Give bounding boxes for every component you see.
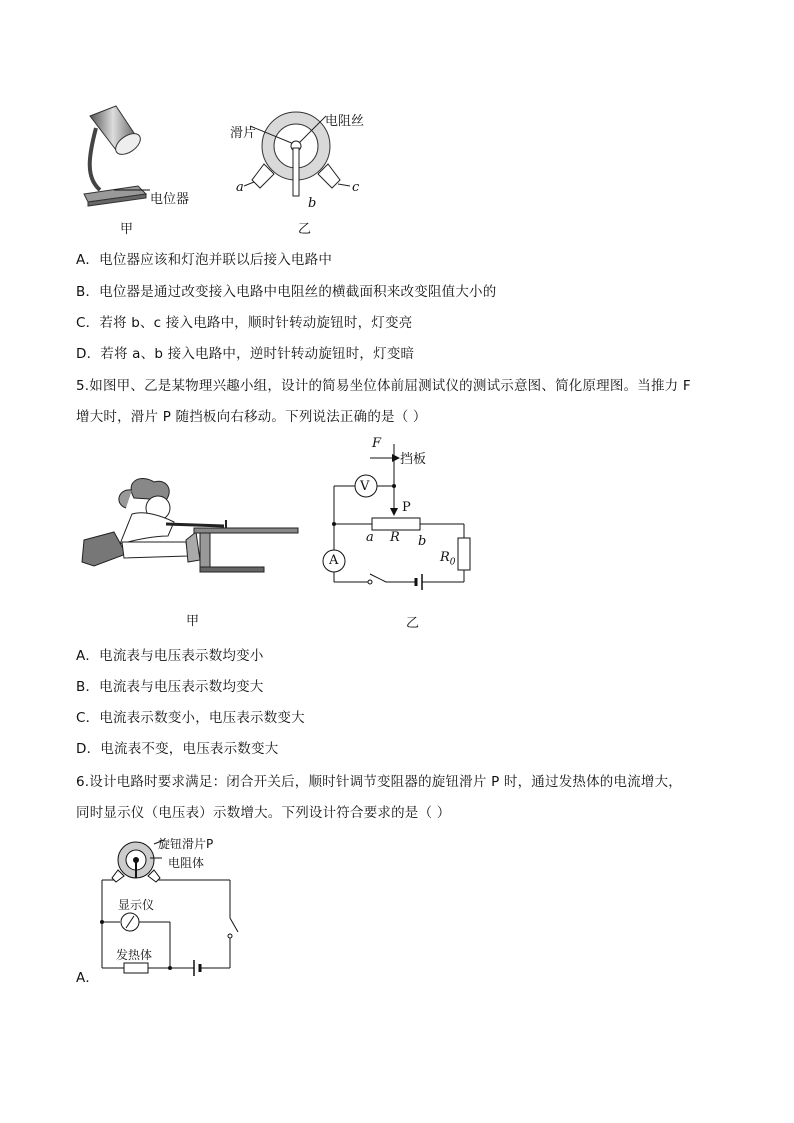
terminal-c-label: c	[352, 180, 360, 195]
r0-label: $R_0$	[440, 550, 456, 568]
q6-stem-line1: 6.设计电路时要求满足：闭合开关后，顺时针调节变阻器的旋钮滑片 P 时，通过发热体的电流增大，	[76, 774, 683, 790]
q6-stem-line2: 同时显示仪（电压表）示数增大。下列设计符合要求的是（ ）	[76, 805, 451, 821]
resistor-b-label: b	[418, 534, 427, 549]
q4-option-d: D．若将 a、b 接入电路中，逆时针转动旋钮时，灯变暗	[76, 346, 415, 362]
ammeter-label: A	[329, 553, 339, 568]
resistor-r-label: R	[390, 530, 400, 545]
terminal-a-label: a	[236, 180, 244, 195]
force-label: F	[372, 436, 382, 451]
q5-stem-line1: 5.如图甲、乙是某物理兴趣小组，设计的简易坐位体前屈测试仪的测试示意图、简化原理图。当推力 F	[76, 378, 691, 394]
fig-jia-caption-q5: 甲	[186, 614, 200, 629]
fig-jia-caption: 甲	[120, 222, 134, 237]
slider-p-label: P	[402, 500, 411, 515]
slider-label: 滑片	[230, 126, 257, 141]
lamp-potentiometer-label: 电位器	[150, 192, 190, 207]
q5-option-b: B．电流表与电压表示数均变大	[76, 679, 264, 695]
resistor-body-label: 电阻体	[168, 856, 205, 870]
resistance-wire-label: 电阻丝	[325, 114, 365, 129]
q5-option-a: A．电流表与电压表示数均变小	[76, 648, 264, 664]
display-meter-label: 显示仪	[118, 898, 155, 912]
fig-yi-caption: 乙	[298, 222, 312, 237]
q5-option-c: C．电流表示数变小，电压表示数变大	[76, 710, 305, 726]
baffle-label: 挡板	[400, 452, 427, 467]
q5-option-d: D．电流表不变，电压表示数变大	[76, 741, 279, 757]
q4-option-c: C．若将 b、c 接入电路中，顺时针转动旋钮时，灯变亮	[76, 315, 413, 331]
q6-option-a-label: A．	[76, 970, 100, 986]
voltmeter-label: V	[360, 479, 370, 494]
q5-stem-line2: 增大时，滑片 P 随挡板向右移动。下列说法正确的是（ ）	[76, 409, 427, 425]
q4-option-b: B．电位器是通过改变接入电路中电阻丝的横截面积来改变阻值大小的	[76, 284, 497, 300]
sit-and-reach-figure	[74, 470, 304, 580]
q4-option-a: A．电位器应该和灯泡并联以后接入电路中	[76, 252, 333, 268]
fig-yi-caption-q5: 乙	[406, 616, 420, 631]
q5-circuit-diagram	[318, 436, 478, 596]
heater-label: 发热体	[116, 948, 153, 962]
rotary-slider-label: 旋钮滑片P	[158, 837, 214, 851]
terminal-b-label: b	[308, 196, 317, 211]
resistor-a-label: a	[366, 530, 374, 545]
